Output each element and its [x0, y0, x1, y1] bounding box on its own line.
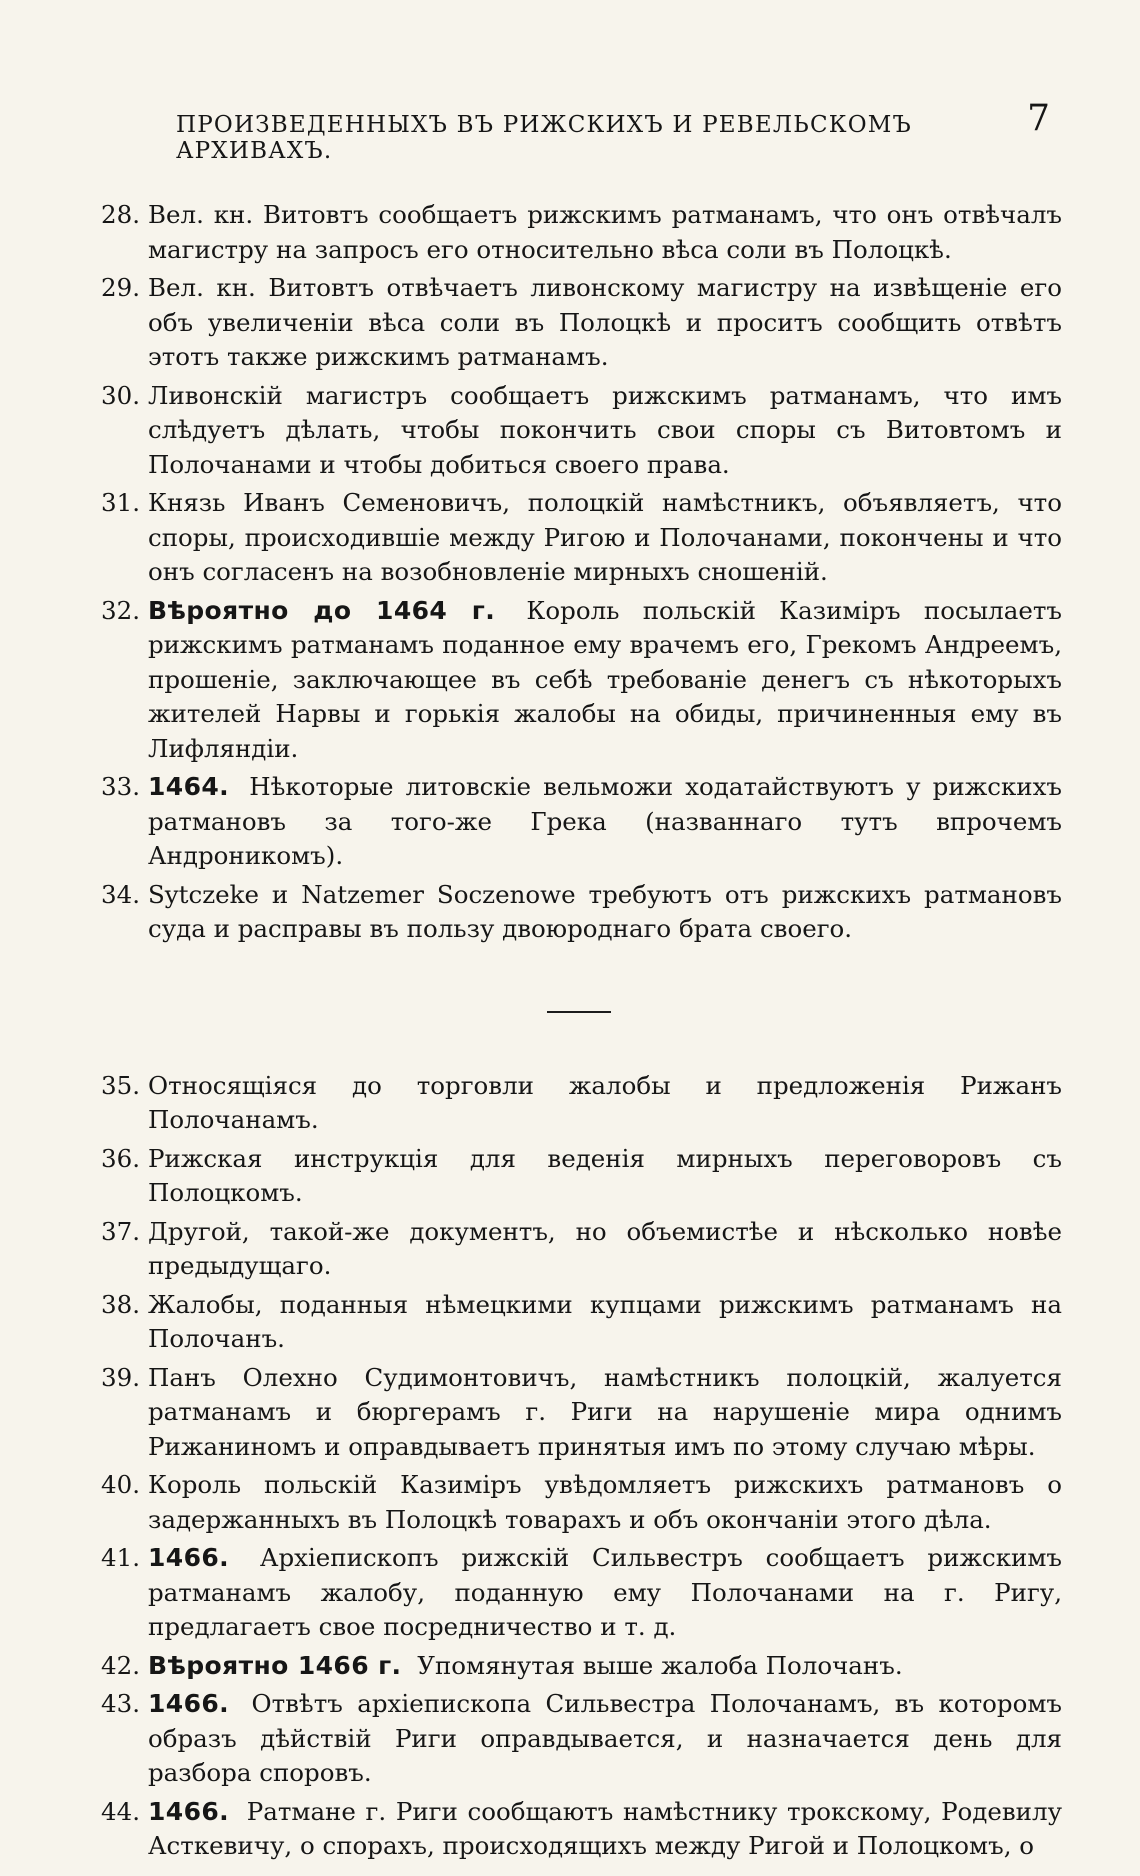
entry-number: 43. [101, 1689, 140, 1718]
entry-text: Архіепископъ рижскій Сильвестръ сообщаетъ рижскимъ ратманамъ жалобу, поданную ему Полочанами на г. Ригу, предлагаетъ свое посредничество и т. д. [148, 1543, 1062, 1641]
entry-list-before-rule [96, 198, 1062, 947]
entry-text: Нѣкоторые литовскіе вельможи ходатайствуютъ у рижскихъ ратмановъ за того-же Грека (названнаго тутъ впрочемъ Андроникомъ). [148, 772, 1063, 870]
entry-number: 35. [101, 1070, 140, 1100]
entry-text: Относящіяся до торговли жалобы и предложенія Рижанъ Полочанамъ. [148, 1070, 1062, 1134]
entry-31 [96, 486, 1062, 590]
entry-32 [96, 594, 1062, 767]
entry-date-lead: 1466. [148, 1689, 230, 1718]
entry-number: 42. [101, 1650, 140, 1680]
entry-text: Король польскій Казиміръ увѣдомляетъ рижскихъ ратмановъ о задержанныхъ въ Полоцкѣ товарахъ и объ окончаніи этого дѣла. [148, 1470, 1062, 1534]
entry-text: Отвѣтъ архіепископа Сильвестра Полочанамъ, въ которомъ образъ дѣйствій Риги оправдывается, и назначается день для разбора споровъ. [148, 1689, 1062, 1787]
entry-34 [96, 878, 1062, 947]
entry-text: Князь Иванъ Семеновичъ, полоцкій намѣстникъ, объявляетъ, что споры, происходившіе между Ригою и Полочанами, покончены и что онъ согласенъ на возобновленіе мирныхъ сношеній. [148, 488, 1062, 586]
entry-text: Вел. кн. Витовтъ сообщаетъ рижскимъ ратманамъ, что онъ отвѣчалъ магистру на запросъ его относительно вѣса соли въ Полоцкѣ. [148, 200, 1062, 264]
entry-date-lead: 1464. [148, 772, 230, 801]
entry-text: Вел. кн. Витовтъ отвѣчаетъ ливонскому магистру на извѣщеніе его объ увеличеніи вѣса соли въ Полоцкѣ и проситъ сообщить отвѣтъ этотъ также рижскимъ ратманамъ. [148, 273, 1062, 371]
entry-text: Ратмане г. Риги сообщаютъ намѣстнику трокскому, Родевилу Асткевичу, о спорахъ, происходящихъ между Ригой и Полоцкомъ, о [148, 1796, 1062, 1860]
entry-number: 39. [101, 1362, 140, 1392]
entry-42 [96, 1649, 1062, 1684]
entry-41 [96, 1541, 1062, 1645]
entry-date-lead: 1466. [148, 1796, 230, 1826]
entry-44 [96, 1795, 1062, 1864]
entry-number: 34. [101, 879, 140, 909]
entry-text: Рижская инструкція для веденія мирныхъ переговоровъ съ Полоцкомъ. [148, 1143, 1062, 1207]
entry-number: 28. [101, 200, 140, 229]
entry-number: 44. [101, 1796, 140, 1826]
entry-text: Sytczeke и Natzemer Soczenowe требуютъ отъ рижскихъ ратмановъ суда и расправы въ пользу двоюроднаго брата своего. [148, 879, 1062, 943]
entry-number: 38. [101, 1289, 140, 1319]
entry-30 [96, 379, 1062, 483]
entry-29 [96, 271, 1062, 375]
page-number: 7 [1027, 98, 1050, 139]
entry-number: 33. [101, 772, 140, 801]
entry-number: 37. [101, 1216, 140, 1246]
entry-list-after-rule [96, 1069, 1062, 1864]
entry-40 [96, 1468, 1062, 1537]
entry-text: Жалобы, поданныя нѣмецкими купцами рижскимъ ратманамъ на Полочанъ. [148, 1289, 1062, 1353]
entry-36 [96, 1142, 1062, 1211]
entry-28 [96, 198, 1062, 267]
entry-number: 29. [101, 273, 140, 302]
section-divider [547, 1011, 611, 1013]
entry-text: Упомянутая выше жалоба Полочанъ. [417, 1650, 903, 1680]
entry-text: Другой, такой-же документъ, но объемистѣе и нѣсколько новѣе предыдущаго. [148, 1216, 1062, 1280]
entry-text: Ливонскій магистръ сообщаетъ рижскимъ ратманамъ, что имъ слѣдуетъ дѣлать, чтобы покончить свои споры съ Витовтомъ и Полочанами и чтобы добиться своего права. [148, 380, 1062, 479]
entry-number: 40. [101, 1470, 140, 1499]
entry-number: 31. [101, 488, 140, 517]
entry-date-lead: Вѣроятно до 1464 г. [148, 595, 496, 625]
page-header-title: ПРОИЗВЕДЕННЫХЪ ВЪ РИЖСКИХЪ И РЕВЕЛЬСКОМЪ АРХИВАХЪ. [176, 112, 913, 164]
entry-number: 41. [101, 1543, 140, 1572]
entry-date-lead: Вѣроятно 1466 г. [148, 1650, 402, 1680]
entry-33 [96, 770, 1062, 874]
entry-38 [96, 1288, 1062, 1357]
entry-39 [96, 1361, 1062, 1465]
entry-35 [96, 1069, 1062, 1138]
entry-number: 36. [101, 1143, 140, 1173]
running-head [96, 98, 1062, 164]
entry-43 [96, 1687, 1062, 1791]
entry-text: Король польскій Казиміръ посылаетъ рижскимъ ратманамъ поданное ему врачемъ его, Грекомъ Андреемъ, прошеніе, заключающее въ себѣ требованіе денегъ съ нѣкоторыхъ жителей Нарвы и горькія жалобы на обиды, причиненныя ему въ Лифляндіи. [148, 595, 1062, 763]
entry-text: Панъ Олехно Судимонтовичъ, намѣстникъ полоцкій, жалуется ратманамъ и бюргерамъ г. Риги на нарушеніе мира однимъ Рижаниномъ и оправдываетъ принятыя имъ по этому случаю мѣры. [148, 1362, 1062, 1461]
entry-number: 32. [101, 595, 140, 625]
entry-37 [96, 1215, 1062, 1284]
entry-date-lead: 1466. [148, 1543, 230, 1572]
entry-number: 30. [101, 380, 140, 410]
